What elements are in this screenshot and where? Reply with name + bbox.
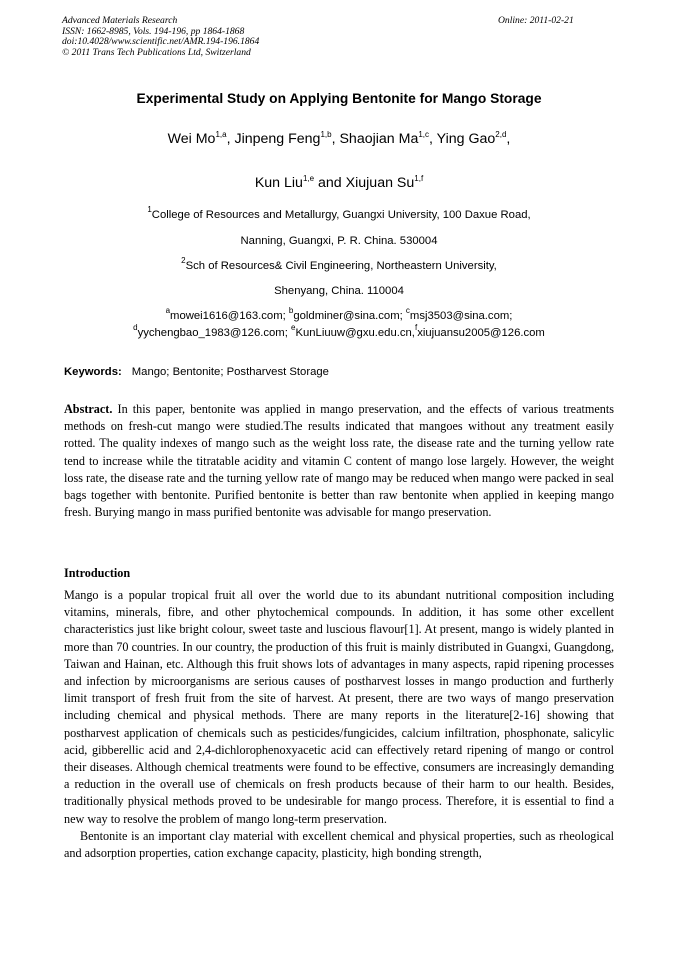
author-sup: 2,d bbox=[495, 130, 507, 139]
author-name: Jinpeng Feng bbox=[234, 131, 321, 147]
affiliation-1-line-1 bbox=[64, 205, 614, 221]
email-link[interactable]: msj3503@sina.com; bbox=[409, 310, 513, 322]
author-line-1 bbox=[64, 131, 614, 147]
author-name: Ying Gao bbox=[436, 131, 496, 147]
email-sup: f bbox=[414, 323, 418, 332]
keywords-text: Mango; Bentonite; Postharvest Storage bbox=[131, 366, 329, 378]
abstract-text: In this paper, bentonite was applied in mango preservation, and the effects of various treatments methods on fresh-cut mango were studied.The results indicated that mangoes without any treatment easily rotted. The quality indexes of mango such as the weight loss rate, the disease rate and the turning yellow rate tend to increase while the titratable acidity and vitamin C content of mango lose largely. However, the weight loss rate, the disease rate and the turning yellow rate of mango may be reduced when mango were packed in seal bags together with bentonite. Purified bentonite is better than raw bentonite when applied in keeping mango fresh. Burying mango in mass purified bentonite was advisable for mango preservation. bbox=[64, 402, 614, 520]
issn-line: ISSN: 1662-8985, Vols. 194-196, pp 1864-1868 bbox=[62, 25, 245, 37]
abstract bbox=[64, 401, 614, 521]
email-sup: e bbox=[291, 323, 296, 332]
journal-name: Advanced Materials Research bbox=[62, 15, 178, 26]
author-sup: 1,c bbox=[418, 130, 430, 139]
affiliation-sup: 2 bbox=[181, 256, 186, 265]
keywords-label: Keywords: bbox=[64, 366, 122, 378]
author-line-2 bbox=[64, 175, 614, 191]
introduction-body bbox=[64, 587, 614, 862]
author-sep: , bbox=[429, 131, 437, 147]
author-name: Shaojian Ma bbox=[339, 131, 419, 147]
keywords bbox=[64, 366, 329, 378]
doi-line: doi:10.4028/www.scientific.net/AMR.194-196.1864 bbox=[62, 36, 260, 48]
paper-title: Experimental Study on Applying Bentonite for Mango Storage bbox=[136, 91, 542, 106]
journal-metadata bbox=[62, 16, 362, 58]
copyright-line: © 2011 Trans Tech Publications Ltd, Switzerland bbox=[62, 46, 251, 58]
author-sup: 1,a bbox=[215, 130, 227, 139]
email-sup: a bbox=[165, 306, 171, 315]
email-link[interactable]: yychengbao_1983@126.com; bbox=[137, 327, 291, 339]
online-date: Online: 2011-02-21 bbox=[498, 15, 574, 26]
author-name: Wei Mo bbox=[167, 131, 216, 147]
email-sup: d bbox=[133, 323, 138, 332]
email-link[interactable]: KunLiuuw@gxu.edu.cn, bbox=[295, 327, 415, 339]
email-link[interactable]: xiujuansu2005@126.com bbox=[417, 327, 545, 339]
author-sep: , bbox=[226, 131, 235, 147]
affiliation-text: College of Resources and Metallurgy, Guangxi University, 100 Daxue Road, bbox=[151, 209, 531, 221]
affiliation-2-line-2: Shenyang, China. 110004 bbox=[274, 285, 404, 297]
author-sep: , bbox=[331, 131, 340, 147]
abstract-label: Abstract. bbox=[64, 402, 113, 416]
affiliation-text: Sch of Resources& Civil Engineering, Northeastern University, bbox=[185, 260, 497, 272]
introduction-heading: Introduction bbox=[64, 566, 131, 580]
author-sup: 1,b bbox=[320, 130, 332, 139]
email-link[interactable]: goldminer@sina.com; bbox=[293, 310, 406, 322]
email-line-1 bbox=[64, 306, 614, 322]
email-line-2 bbox=[64, 323, 614, 339]
author-name: Xiujuan Su bbox=[345, 175, 415, 191]
email-sup: c bbox=[405, 306, 410, 315]
author-sup: 1,e bbox=[302, 174, 315, 183]
email-sup: b bbox=[288, 306, 294, 315]
introduction-paragraph-1: Mango is a popular tropical fruit all over the world due to its abundant nutritional composition including vitamins, minerals, fibre, and other phytochemical compounds. In addition, it has some other excellent characteristics just like bright colour, sweet taste and luscious flavour[1]. At present, mango is widely planted in more than 70 countries. In our country, the production of this fruit is mainly distributed in Guangxi, Guangdong, Taiwan and Hainan, etc. Although this fruit shows lots of advantages in many aspects, rapid ripening processes and infection by microorganisms are serious causes of postharvest losses in mango production and furtherly limit transport of fresh fruit from the site of harvest. At present, there are two ways of mango preservation including chemical and physical methods. There are many reports in the literature[2-16] showing that postharvest application of chemicals such as pesticides/fungicides, calcium infiltration, phosphonate, salicylic acid, gibberellic acid and 2,4-dichlorophenoxyacetic acid can effectively retard ripening of mango or control their diseases. Although chemical treatments were found to be effective, consumers are increasingly demanding a reduction in the overall use of chemicals on fresh products because of their harm to our health. Besides, traditionally physical methods proved to be undesirable for mango process. Therefore, it is essential to find a new way to resolve the problem of mango long-term preservation. bbox=[64, 588, 614, 826]
author-sup: 1,f bbox=[414, 174, 424, 183]
affiliation-2-line-1 bbox=[64, 256, 614, 272]
author-sep: , bbox=[506, 131, 511, 147]
email-link[interactable]: mowei1616@163.com; bbox=[170, 310, 289, 322]
affiliation-1-line-2: Nanning, Guangxi, P. R. China. 530004 bbox=[240, 235, 438, 247]
author-name: Kun Liu bbox=[254, 175, 303, 191]
author-sep: and bbox=[314, 175, 346, 191]
introduction-paragraph-2: Bentonite is an important clay material with excellent chemical and physical properties, such as rheological and adsorption properties, cation exchange capacity, plasticity, high bonding strength, bbox=[64, 828, 614, 861]
affiliation-sup: 1 bbox=[147, 205, 152, 214]
